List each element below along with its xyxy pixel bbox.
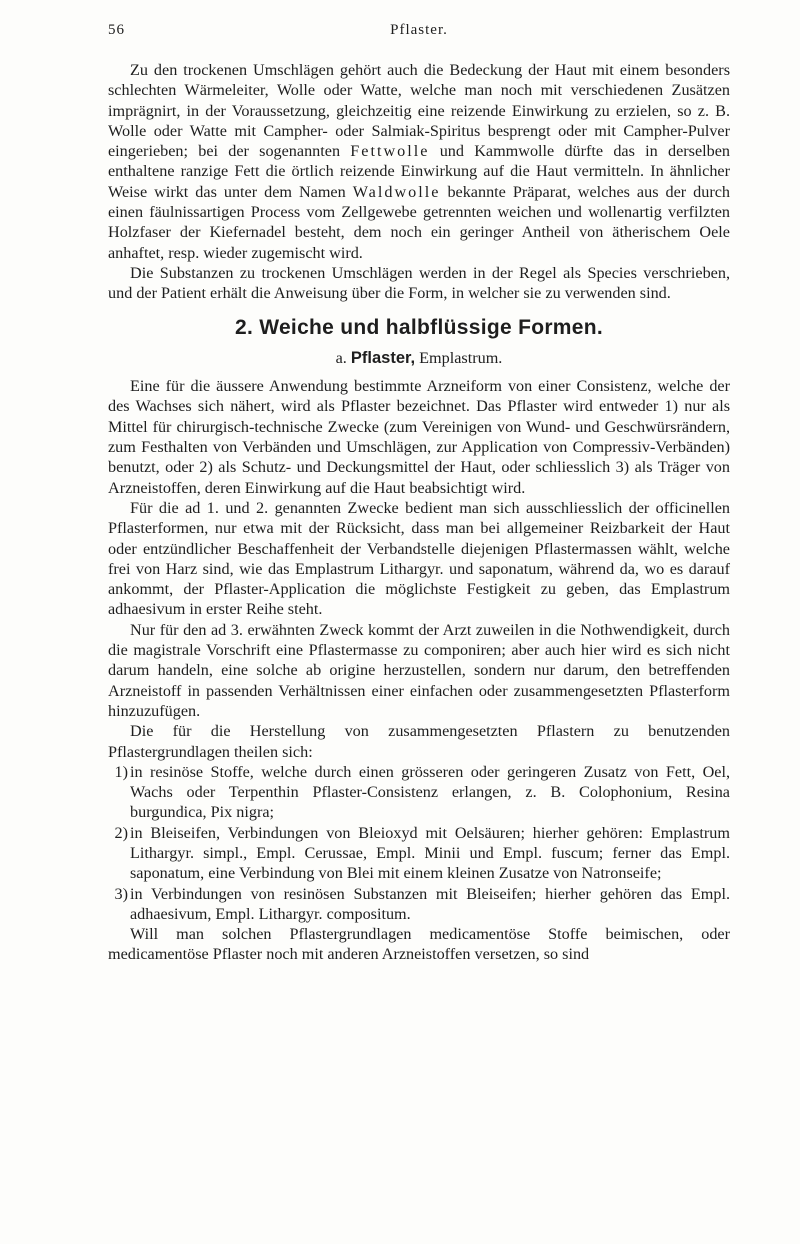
running-head xyxy=(108,14,730,44)
list-item: 1) in resinöse Stoffe, welche durch einen grösseren oder geringeren Zusatz von Fett, Oel, Wachs oder Terpenthin Pflaster-Consistenz erlangen, z. B. Colophonium, Resina burgundica, Pix nigra; xyxy=(114,762,730,822)
term-waldwolle: Waldwolle xyxy=(352,182,441,201)
subsection-heading: a. Pflaster, Emplastrum. xyxy=(335,348,503,367)
term-fettwolle: Fettwolle xyxy=(350,142,430,161)
body-text xyxy=(108,60,730,965)
list-item: 2) in Bleiseifen, Verbindungen von Bleioxyd mit Oelsäuren; hierher gehören: Emplastrum Lithargyr. simpl., Empl. Cerussae, Empl. Minii und Empl. fuscum; ferner das Empl. saponatum, eine Verbindung von Blei mit einem kleinen Zusatze von Natronseife; xyxy=(114,823,730,883)
paragraph-purposes: Für die ad 1. und 2. genannten Zwecke bedient man sich ausschliesslich der officinellen Pflasterformen, nur etwa mit der Rücksicht, dass man bei allgemeiner Reizbarkeit der Haut oder entzündlicher Beschaffenheit der Verbandstelle diejenigen Pflastermassen wählt, welche frei von Harz sind, wie das Emplastrum Lithargyr. und saponatum, während da, wo es darauf ankommt, der Pflaster-Application die möglichste Festigkeit zu geben, das Emplastrum adhaesivum in erster Reihe steht. xyxy=(108,498,730,619)
list-item: 3) in Verbindungen von resinösen Substanzen mit Bleiseifen; hierher gehören das Empl. adhaesivum, Empl. Lithargyr. compositum. xyxy=(114,884,730,923)
paragraph-magistral: Nur für den ad 3. erwähnten Zweck kommt der Arzt zuweilen in die Nothwendigkeit, durch die magistrale Vorschrift eine Pflastermasse zu componiren; aber auch hier wird es sich nicht darum handeln, eine solche ab origine herzustellen, sondern nur darum, den betreffenden Arzneistoff in passenden Verhältnissen einer einfachen oder zusammengesetzten Pflasterform hinzuzufügen. xyxy=(108,620,730,720)
running-title: Pflaster. xyxy=(390,22,448,38)
paragraph-species: Die Substanzen zu trockenen Umschlägen werden in der Regel als Species verschrieben, und der Patient erhält die Anweisung über die Form, in welcher sie zu verwenden sind. xyxy=(108,263,730,303)
page-number: 56 xyxy=(108,22,125,38)
paragraph-closing: Will man solchen Pflastergrundlagen medicamentöse Stoffe beimischen, oder medicamentöse Pflaster noch mit anderen Arzneistoffen versetzen, so sind xyxy=(108,925,730,964)
paragraph-definition: Eine für die äussere Anwendung bestimmte Arzneiform von einer Consistenz, welche der des Wachses sich nähert, wird als Pflaster bezeichnet. Das Pflaster wird entweder 1) nur als Mittel für chirurgisch-technische Zwecke (zum Vereinigen von Wund- und Geschwürsrändern, zum Festhalten von Verbänden und Umschlägen, zur Application von Compressiv-Verbänden) benutzt, oder 2) als Schutz- und Deckungsmittel der Haut, oder schliesslich 3) als Träger von Arzneistoffen, deren Einwirkung auf die Haut beabsichtigt wird. xyxy=(108,377,730,497)
paragraph-bases-intro: Die für die Herstellung von zusammengesetzten Pflastern zu benutzenden Pflastergrundlagen theilen sich: xyxy=(108,722,730,761)
paragraph-dry-compresses: Zu den trockenen Umschlägen gehört auch die Bedeckung der Haut mit einem besonders schlechten Wärmeleiter, Wolle oder Watte, welche man noch mit verschiedenen Zusätzen imprägnirt, in der Voraussetzung, gleichzeitig eine reizende Einwirkung zu erzielen, so z. B. Wolle oder Watte mit Campher- oder Salmiak-Spiritus besprengt oder mit Campher-Pulver eingerieben; bei der sogenannten Fettwolle und Kammwolle dürfte das in derselben enthaltene ranzige Fett die örtlich reizende Einwirkung auf die Haut vermitteln. In ähnlicher Weise wirkt das unter dem Namen Waldwolle bekannte Präparat, welches aus der durch einen fäulnissartigen Process vom Zellgewebe getrennten weichen und wollenartig verfilzten Holzfaser der Kiefernadel besteht, dem noch ein geringer Antheil von ätherischem Oele anhaftet, resp. wieder zugemischt wird. xyxy=(108,61,731,262)
subsection-term: Pflaster, xyxy=(350,348,416,367)
section-heading: 2. Weiche und halbflüssige Formen. xyxy=(234,315,604,339)
